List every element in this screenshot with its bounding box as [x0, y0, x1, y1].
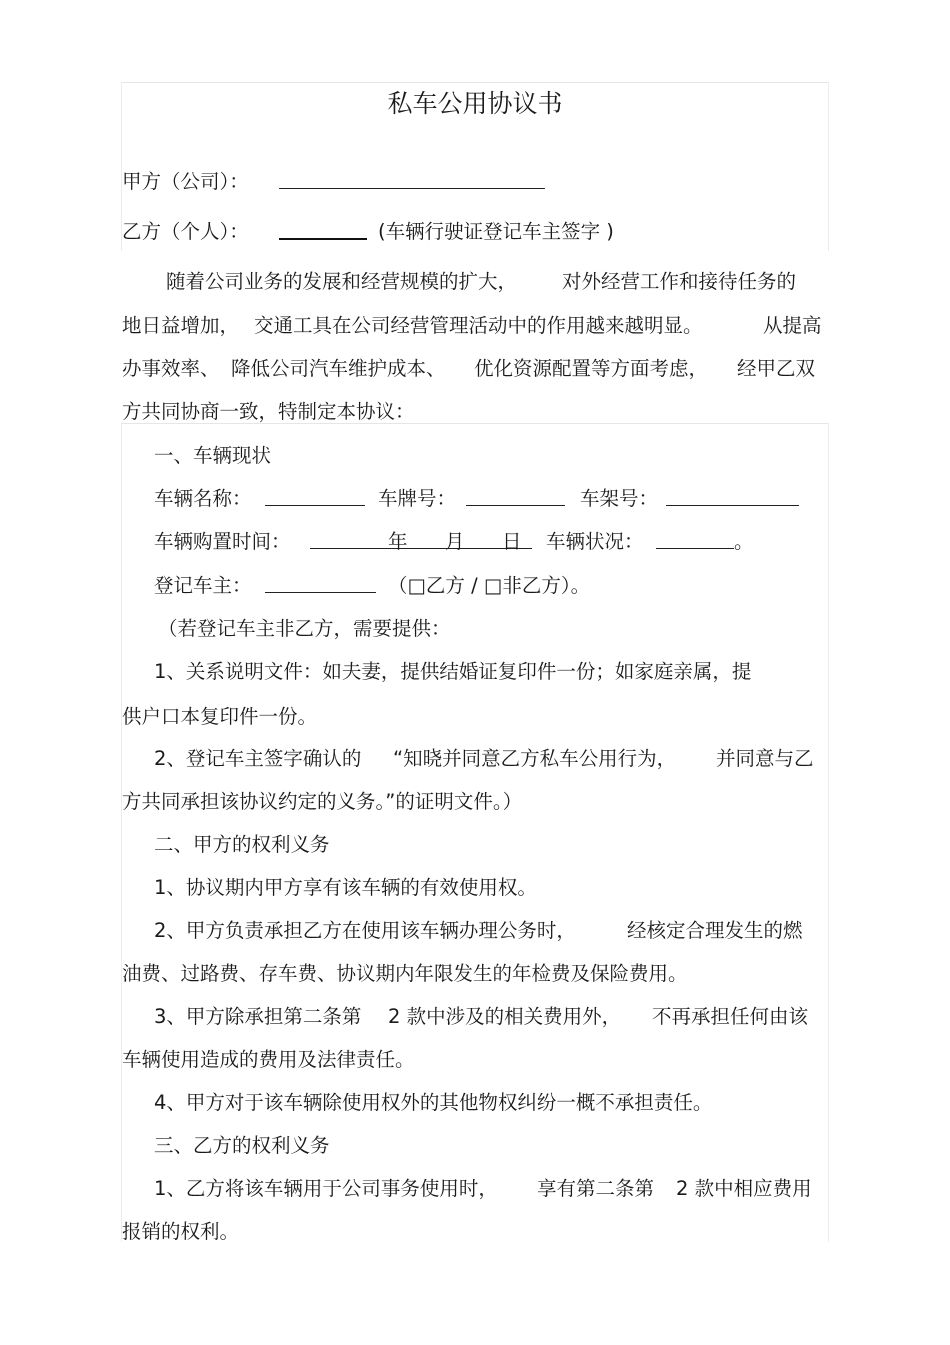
intro-text: 办事效率、 [122, 357, 220, 380]
party-b-note: (车辆行驶证登记车主签字 ) [378, 220, 614, 243]
intro-text: 经甲乙双 [737, 357, 816, 380]
owner-requirements: （若登记车主非乙方，需要提供： [158, 617, 451, 640]
intro-text: 从提高 [763, 314, 822, 337]
owner-label: 登记车主： [154, 574, 252, 597]
vehicle-name-label: 车辆名称： [154, 487, 252, 510]
requirement-item: 2、登记车主签字确认的 [154, 747, 362, 770]
requirement-item: 并同意与乙 [716, 747, 814, 770]
clause-item: 油费、过路费、存车费、协议期内年限发生的年检费及保险费用。 [122, 962, 688, 985]
intro-text: 地日益增加， [122, 314, 240, 337]
clause-item: 享有第二条第 [537, 1177, 655, 1200]
party-a-label: 甲方（公司）： [122, 170, 249, 193]
requirement-item: “知晓并同意乙方私车公用行为， [393, 747, 677, 770]
clause-item: 1、协议期内甲方享有该车辆的有效使用权。 [154, 876, 537, 899]
vehicle-name-blank[interactable] [265, 505, 365, 506]
intro-text: 优化资源配置等方面考虑， [474, 357, 709, 380]
clause-item: 2、甲方负责承担乙方在使用该车辆办理公务时， [154, 919, 576, 942]
condition-label: 车辆状况： [546, 530, 644, 553]
requirement-item: 方共同承担该协议约定的义务。”的证明文件。） [122, 790, 523, 813]
clause-item: 4、甲方对于该车辆除使用权外的其他物权纠纷一概不承担责任。 [154, 1091, 713, 1114]
clause-item: 不再承担任何由该 [652, 1005, 809, 1028]
intro-text: 交通工具在公司经营管理活动中的作用越来越明显。 [254, 314, 703, 337]
year-label: 年 [388, 530, 408, 553]
clause-item: 报销的权利。 [122, 1220, 240, 1243]
document-title: 私车公用协议书 [387, 89, 563, 118]
party-a-blank[interactable] [279, 188, 545, 189]
requirement-item: 1、关系说明文件：如夫妻，提供结婚证复印件一份；如家庭亲属，提 [154, 660, 752, 683]
month-label: 月 [445, 530, 465, 553]
clause-item: 2 款中涉及的相关费用外， [388, 1005, 622, 1028]
requirement-item: 供户口本复印件一份。 [122, 705, 318, 728]
clause-item: 2 款中相应费用 [676, 1177, 812, 1200]
clause-item: 经核定合理发生的燃 [627, 919, 803, 942]
clause-item: 1、乙方将该车辆用于公司事务使用时， [154, 1177, 498, 1200]
intro-text: 方共同协商一致，特制定本协议： [122, 400, 415, 423]
condition-blank[interactable] [656, 548, 734, 549]
purchase-time-label: 车辆购置时间： [154, 530, 291, 553]
clause-item: 3、甲方除承担第二条第 [154, 1005, 362, 1028]
section1-heading: 一、车辆现状 [154, 444, 272, 467]
intro-text: 对外经营工作和接待任务的 [562, 270, 797, 293]
party-b-label: 乙方（个人）： [122, 220, 249, 243]
purchase-date-blank[interactable] [310, 548, 532, 549]
intro-text: 降低公司汽车维护成本、 [231, 357, 446, 380]
owner-options[interactable]: （□乙方 / □非乙方）。 [388, 574, 591, 597]
plate-blank[interactable] [466, 505, 565, 506]
section3-heading: 三、乙方的权利义务 [154, 1134, 330, 1157]
owner-blank[interactable] [265, 592, 376, 593]
intro-text: 随着公司业务的发展和经营规模的扩大， [166, 270, 518, 293]
day-label: 日 [502, 530, 522, 553]
section2-heading: 二、甲方的权利义务 [154, 833, 330, 856]
frame-label: 车架号： [580, 487, 659, 510]
party-b-blank[interactable] [279, 238, 367, 240]
condition-end: 。 [734, 530, 754, 553]
frame-blank[interactable] [666, 505, 799, 506]
plate-label: 车牌号： [378, 487, 457, 510]
clause-item: 车辆使用造成的费用及法律责任。 [122, 1048, 415, 1071]
